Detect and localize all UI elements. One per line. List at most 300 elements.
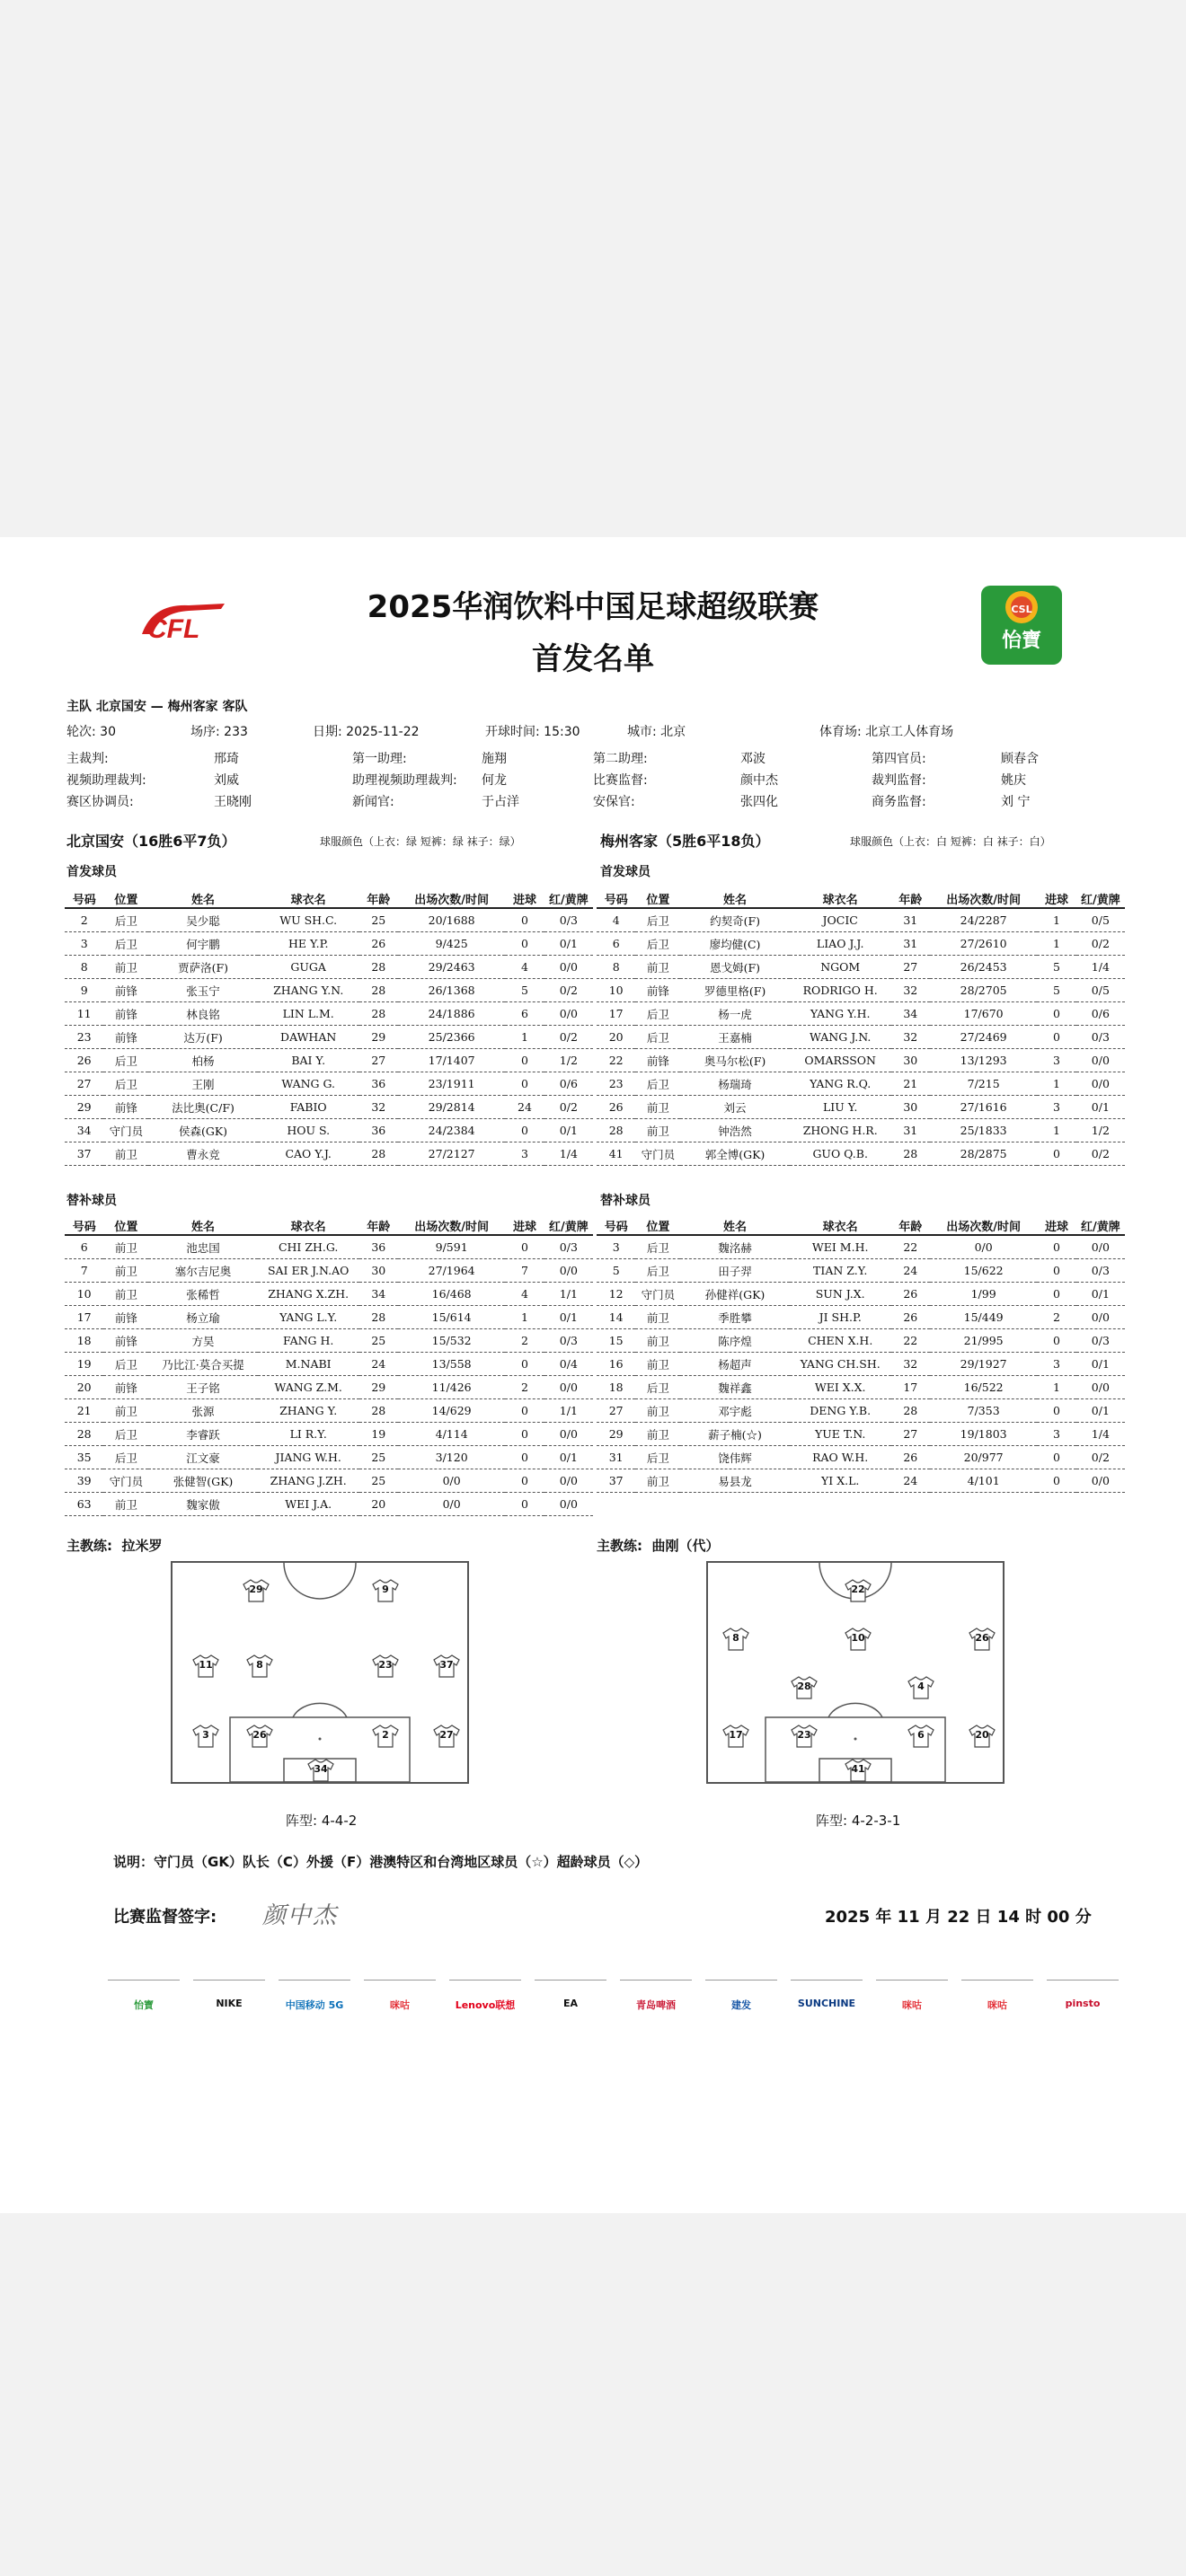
table-cell: 0/0 bbox=[544, 1259, 593, 1283]
table-row bbox=[65, 1306, 593, 1329]
column-header: 进球 bbox=[1037, 1216, 1075, 1235]
table-cell: 0 bbox=[505, 1469, 544, 1493]
table-cell: 19 bbox=[65, 1353, 103, 1376]
table-cell: 0/2 bbox=[1076, 1142, 1125, 1166]
table-cell: 6 bbox=[597, 932, 635, 956]
official-name: 姚庆 bbox=[1001, 773, 1026, 788]
table-cell: 0/1 bbox=[1076, 1353, 1125, 1376]
table-row bbox=[65, 1469, 593, 1493]
table-cell: 张健智(GK) bbox=[148, 1469, 258, 1493]
table-cell: 0/0 bbox=[1076, 1049, 1125, 1072]
column-header: 球衣名 bbox=[258, 1216, 359, 1235]
table-cell: YUE T.N. bbox=[790, 1423, 891, 1446]
table-row bbox=[597, 1049, 1125, 1072]
table-cell: 23 bbox=[597, 1072, 635, 1096]
table-cell: 0/2 bbox=[544, 1096, 593, 1119]
table-cell: 15/614 bbox=[398, 1306, 505, 1329]
table-cell: 15/532 bbox=[398, 1329, 505, 1353]
table-cell: 前卫 bbox=[635, 1119, 680, 1142]
table-cell: 2 bbox=[65, 908, 103, 932]
column-header: 进球 bbox=[1037, 889, 1075, 908]
table-cell: 0/0 bbox=[1076, 1469, 1125, 1493]
column-header: 号码 bbox=[65, 889, 103, 908]
sponsor-name: EA bbox=[562, 1998, 579, 2009]
table-row bbox=[65, 1072, 593, 1096]
table-cell: 0/0 bbox=[1076, 1235, 1125, 1259]
sponsor-name: 建发 bbox=[731, 1999, 751, 2011]
sponsor-name: SUNCHINE bbox=[797, 1998, 856, 2009]
official-name: 邓波 bbox=[740, 752, 766, 766]
table-cell: 王刚 bbox=[148, 1072, 258, 1096]
table-cell: 31 bbox=[891, 908, 930, 932]
official-name: 刘威 bbox=[214, 773, 239, 788]
table-cell: 塞尔吉尼奥 bbox=[148, 1259, 258, 1283]
table-cell: YANG CH.SH. bbox=[790, 1353, 891, 1376]
supervisor-signature: 颜中杰 bbox=[262, 1902, 339, 1929]
table-cell: 25/1833 bbox=[930, 1119, 1037, 1142]
table-cell: 39 bbox=[65, 1469, 103, 1493]
table-cell: 前卫 bbox=[103, 1259, 148, 1283]
table-cell: 0 bbox=[505, 1493, 544, 1516]
table-cell: 1/2 bbox=[1076, 1119, 1125, 1142]
sponsor-strip bbox=[108, 1980, 1132, 2025]
table-cell: 2 bbox=[505, 1329, 544, 1353]
table-cell: 刘云 bbox=[680, 1096, 790, 1119]
player-shirt-icon bbox=[969, 1628, 996, 1651]
table-cell: 贾萨洛(F) bbox=[148, 956, 258, 979]
table-cell: 后卫 bbox=[103, 932, 148, 956]
table-cell: 4/101 bbox=[930, 1469, 1037, 1493]
table-row bbox=[65, 1446, 593, 1469]
table-row bbox=[65, 932, 593, 956]
table-row bbox=[65, 1353, 593, 1376]
table-cell: 17 bbox=[891, 1376, 930, 1399]
table-cell: 2 bbox=[505, 1376, 544, 1399]
table-cell: JOCIC bbox=[790, 908, 891, 932]
table-cell: 9/591 bbox=[398, 1235, 505, 1259]
player-shirt-number: 41 bbox=[851, 1763, 865, 1775]
player-shirt-number: 4 bbox=[917, 1681, 925, 1692]
table-row bbox=[65, 1235, 593, 1259]
table-cell: FANG H. bbox=[258, 1329, 359, 1353]
table-cell: 前卫 bbox=[635, 1306, 680, 1329]
table-cell: 0/2 bbox=[544, 979, 593, 1002]
table-cell: 26 bbox=[597, 1096, 635, 1119]
table-cell: 何宇鹏 bbox=[148, 932, 258, 956]
stadium-info: 体育场: 北京工人体育场 bbox=[819, 725, 954, 739]
table-cell: 24 bbox=[359, 1353, 398, 1376]
table-cell: 4/114 bbox=[398, 1423, 505, 1446]
table-cell: 后卫 bbox=[635, 932, 680, 956]
player-shirt-number: 6 bbox=[917, 1729, 925, 1741]
table-cell: 守门员 bbox=[635, 1142, 680, 1166]
sign-time: 2025 年 11 月 22 日 14 时 00 分 bbox=[825, 1908, 1092, 1927]
column-header: 红/黄牌 bbox=[544, 1216, 593, 1235]
official-label: 比赛监督: bbox=[593, 773, 648, 788]
table-cell: 方昊 bbox=[148, 1329, 258, 1353]
table-cell: 9 bbox=[65, 979, 103, 1002]
table-cell: 0/3 bbox=[544, 1329, 593, 1353]
table-cell: 后卫 bbox=[103, 908, 148, 932]
table-cell: CAO Y.J. bbox=[258, 1142, 359, 1166]
table-cell: 26/2453 bbox=[930, 956, 1037, 979]
table-cell: 池忠国 bbox=[148, 1235, 258, 1259]
table-cell: 后卫 bbox=[635, 1235, 680, 1259]
player-shirt-icon bbox=[192, 1725, 219, 1748]
official-label: 裁判监督: bbox=[872, 773, 926, 788]
table-row bbox=[597, 979, 1125, 1002]
table-cell: HE Y.P. bbox=[258, 932, 359, 956]
table-cell: 0 bbox=[1037, 1259, 1075, 1283]
sponsor-logo bbox=[1047, 1980, 1119, 2025]
table-cell: 10 bbox=[597, 979, 635, 1002]
table-cell: 1 bbox=[505, 1306, 544, 1329]
official-label: 视频助理裁判: bbox=[66, 773, 146, 788]
table-row bbox=[65, 1026, 593, 1049]
home-starters-table bbox=[65, 889, 593, 1166]
table-cell: 3 bbox=[1037, 1423, 1075, 1446]
table-cell: 16/468 bbox=[398, 1283, 505, 1306]
table-cell: 32 bbox=[891, 1026, 930, 1049]
table-cell: 24 bbox=[891, 1259, 930, 1283]
player-shirt-number: 17 bbox=[729, 1729, 743, 1741]
home-formation: 阵型: 4-4-2 bbox=[286, 1813, 358, 1829]
table-row bbox=[65, 1329, 593, 1353]
table-cell: 25/2366 bbox=[398, 1026, 505, 1049]
table-row bbox=[65, 1399, 593, 1423]
table-cell: 0 bbox=[505, 1049, 544, 1072]
table-cell: RAO W.H. bbox=[790, 1446, 891, 1469]
away-formation-pitch bbox=[706, 1561, 1005, 1784]
table-row bbox=[65, 956, 593, 979]
table-cell: 前锋 bbox=[103, 1329, 148, 1353]
table-cell: 30 bbox=[891, 1096, 930, 1119]
table-cell: 13/1293 bbox=[930, 1049, 1037, 1072]
table-cell: 1 bbox=[1037, 908, 1075, 932]
player-shirt-icon bbox=[722, 1628, 749, 1651]
player-shirt-icon bbox=[845, 1628, 872, 1651]
player-shirt-icon bbox=[372, 1725, 399, 1748]
column-header: 出场次数/时间 bbox=[398, 1216, 505, 1235]
table-cell: 20/977 bbox=[930, 1446, 1037, 1469]
table-cell: 后卫 bbox=[103, 1423, 148, 1446]
official-label: 商务监督: bbox=[872, 795, 926, 809]
table-cell: 前卫 bbox=[635, 1329, 680, 1353]
home-subs-table bbox=[65, 1216, 593, 1516]
player-shirt-icon bbox=[246, 1725, 273, 1748]
table-row bbox=[597, 1142, 1125, 1166]
date-info: 日期: 2025-11-22 bbox=[313, 725, 420, 739]
official-label: 新闻官: bbox=[352, 795, 394, 809]
table-cell: 26/1368 bbox=[398, 979, 505, 1002]
table-cell: 钟浩然 bbox=[680, 1119, 790, 1142]
table-cell: 后卫 bbox=[635, 908, 680, 932]
table-cell: 前卫 bbox=[103, 1493, 148, 1516]
table-row bbox=[597, 1306, 1125, 1329]
table-cell: 4 bbox=[597, 908, 635, 932]
table-cell: DAWHAN bbox=[258, 1026, 359, 1049]
table-cell: 0 bbox=[1037, 1235, 1075, 1259]
table-cell: 0/1 bbox=[544, 1306, 593, 1329]
table-row bbox=[65, 1376, 593, 1399]
table-cell: 28 bbox=[359, 1399, 398, 1423]
table-cell: NGOM bbox=[790, 956, 891, 979]
column-header: 球衣名 bbox=[790, 889, 891, 908]
table-cell: 奥马尔松(F) bbox=[680, 1049, 790, 1072]
player-shirt-icon bbox=[845, 1759, 872, 1782]
official-name: 于占洋 bbox=[482, 795, 519, 809]
table-cell: 27/1964 bbox=[398, 1259, 505, 1283]
table-cell: 杨立瑜 bbox=[148, 1306, 258, 1329]
home-formation-pitch bbox=[171, 1561, 469, 1784]
table-cell: 薪子楠(☆) bbox=[680, 1423, 790, 1446]
table-row bbox=[597, 1235, 1125, 1259]
csl-logo-small: CSL bbox=[1011, 604, 1032, 615]
table-cell: 0 bbox=[1037, 1002, 1075, 1026]
column-header: 年龄 bbox=[891, 1216, 930, 1235]
sponsor-logo bbox=[876, 1980, 948, 2025]
column-header: 号码 bbox=[597, 1216, 635, 1235]
table-cell: 0/0 bbox=[398, 1493, 505, 1516]
sponsor-name: 咪咕 bbox=[390, 1999, 410, 2011]
table-cell: 张玉宁 bbox=[148, 979, 258, 1002]
table-row bbox=[65, 979, 593, 1002]
table-cell: 0/0 bbox=[1076, 1072, 1125, 1096]
table-row bbox=[597, 1446, 1125, 1469]
table-cell: 32 bbox=[891, 1353, 930, 1376]
table-cell: 0/5 bbox=[1076, 908, 1125, 932]
column-header: 出场次数/时间 bbox=[930, 889, 1037, 908]
table-cell: LI R.Y. bbox=[258, 1423, 359, 1446]
table-cell: 0/1 bbox=[544, 1119, 593, 1142]
table-cell: 魏洺赫 bbox=[680, 1235, 790, 1259]
table-cell: 江文豪 bbox=[148, 1446, 258, 1469]
away-team-name: 梅州客家（5胜6平18负） bbox=[600, 833, 770, 850]
home-starters-label: 首发球员 bbox=[66, 865, 117, 879]
table-cell: 20 bbox=[359, 1493, 398, 1516]
player-shirt-number: 8 bbox=[256, 1659, 263, 1671]
table-cell: 9/425 bbox=[398, 932, 505, 956]
table-cell: 5 bbox=[597, 1259, 635, 1283]
column-header: 年龄 bbox=[359, 1216, 398, 1235]
table-cell: ZHANG J.ZH. bbox=[258, 1469, 359, 1493]
city-info: 城市: 北京 bbox=[627, 725, 686, 739]
table-row bbox=[597, 1026, 1125, 1049]
column-header: 红/黄牌 bbox=[1076, 889, 1125, 908]
table-cell: 0 bbox=[505, 1235, 544, 1259]
column-header: 年龄 bbox=[891, 889, 930, 908]
table-cell: 0/0 bbox=[1076, 1376, 1125, 1399]
table-cell: 乃比江·莫合买提 bbox=[148, 1353, 258, 1376]
table-row bbox=[597, 1423, 1125, 1446]
table-cell: YANG R.Q. bbox=[790, 1072, 891, 1096]
table-cell: 23 bbox=[65, 1026, 103, 1049]
table-cell: 前卫 bbox=[635, 1399, 680, 1423]
table-cell: 24 bbox=[505, 1096, 544, 1119]
supervisor-signature-label: 比赛监督签字: bbox=[113, 1908, 217, 1927]
table-cell: 0/0 bbox=[544, 1493, 593, 1516]
table-cell: LIN L.M. bbox=[258, 1002, 359, 1026]
table-cell: 18 bbox=[597, 1376, 635, 1399]
table-cell: 季胜攀 bbox=[680, 1306, 790, 1329]
sponsor-logo bbox=[535, 1980, 606, 2025]
table-cell: 郭全博(GK) bbox=[680, 1142, 790, 1166]
table-cell: 守门员 bbox=[103, 1469, 148, 1493]
column-header: 红/黄牌 bbox=[544, 889, 593, 908]
table-cell: 11 bbox=[65, 1002, 103, 1026]
table-cell: 前锋 bbox=[103, 1376, 148, 1399]
table-cell: 0/3 bbox=[1076, 1329, 1125, 1353]
table-row bbox=[597, 908, 1125, 932]
official-label: 第四官员: bbox=[872, 752, 926, 766]
table-cell: 29/1927 bbox=[930, 1353, 1037, 1376]
player-shirt-number: 34 bbox=[314, 1763, 328, 1775]
table-cell: ZHANG Y. bbox=[258, 1399, 359, 1423]
table-cell: 26 bbox=[891, 1283, 930, 1306]
table-cell: 0 bbox=[1037, 1329, 1075, 1353]
column-header: 姓名 bbox=[148, 889, 258, 908]
table-cell: 后卫 bbox=[635, 1072, 680, 1096]
table-cell: 0 bbox=[505, 1353, 544, 1376]
table-cell: 王嘉楠 bbox=[680, 1026, 790, 1049]
column-header: 位置 bbox=[635, 1216, 680, 1235]
official-name: 刘 宁 bbox=[1001, 795, 1031, 809]
table-cell: 20 bbox=[597, 1026, 635, 1049]
official-label: 赛区协调员: bbox=[66, 795, 134, 809]
player-shirt-number: 28 bbox=[797, 1681, 811, 1692]
table-cell: 饶伟辉 bbox=[680, 1446, 790, 1469]
table-cell: 22 bbox=[597, 1049, 635, 1072]
table-cell: WANG Z.M. bbox=[258, 1376, 359, 1399]
table-cell: 34 bbox=[359, 1283, 398, 1306]
table-cell: M.NABI bbox=[258, 1353, 359, 1376]
table-cell: BAI Y. bbox=[258, 1049, 359, 1072]
table-cell: 27/1616 bbox=[930, 1096, 1037, 1119]
table-cell: 10 bbox=[65, 1283, 103, 1306]
table-cell: TIAN Z.Y. bbox=[790, 1259, 891, 1283]
table-row bbox=[65, 908, 593, 932]
table-cell: 前卫 bbox=[103, 1399, 148, 1423]
table-cell: 4 bbox=[505, 1283, 544, 1306]
table-cell: 0 bbox=[505, 908, 544, 932]
table-cell: WANG J.N. bbox=[790, 1026, 891, 1049]
table-cell: 前锋 bbox=[635, 1049, 680, 1072]
column-header: 出场次数/时间 bbox=[398, 889, 505, 908]
table-cell: CHEN X.H. bbox=[790, 1329, 891, 1353]
table-cell: 0/0 bbox=[544, 1002, 593, 1026]
table-cell: YANG L.Y. bbox=[258, 1306, 359, 1329]
table-cell: 0/0 bbox=[544, 956, 593, 979]
away-subs-label: 替补球员 bbox=[600, 1194, 651, 1208]
table-cell: 25 bbox=[359, 908, 398, 932]
table-cell: 0/1 bbox=[1076, 1096, 1125, 1119]
sponsor-logo bbox=[108, 1980, 180, 2025]
table-cell: 前卫 bbox=[635, 1096, 680, 1119]
table-cell: WEI M.H. bbox=[790, 1235, 891, 1259]
player-shirt-icon bbox=[907, 1725, 934, 1748]
table-cell: 1/4 bbox=[544, 1142, 593, 1166]
column-header: 进球 bbox=[505, 1216, 544, 1235]
table-cell: 25 bbox=[359, 1329, 398, 1353]
table-cell: 0/0 bbox=[544, 1423, 593, 1446]
table-cell: 0/1 bbox=[544, 932, 593, 956]
table-cell: 陈序煌 bbox=[680, 1329, 790, 1353]
table-cell: 25 bbox=[359, 1469, 398, 1493]
sponsor-logo bbox=[620, 1980, 692, 2025]
table-row bbox=[597, 1259, 1125, 1283]
table-cell: 37 bbox=[597, 1469, 635, 1493]
table-cell: 26 bbox=[359, 932, 398, 956]
table-cell: 14/629 bbox=[398, 1399, 505, 1423]
teams-line: 主队 北京国安 — 梅州客家 客队 bbox=[66, 700, 248, 714]
table-cell: 27/2610 bbox=[930, 932, 1037, 956]
column-header: 年龄 bbox=[359, 889, 398, 908]
table-cell: 28 bbox=[359, 1002, 398, 1026]
table-cell: 6 bbox=[505, 1002, 544, 1026]
table-cell: 34 bbox=[65, 1119, 103, 1142]
table-cell: 王子铭 bbox=[148, 1376, 258, 1399]
table-cell: 32 bbox=[359, 1096, 398, 1119]
table-cell: 35 bbox=[65, 1446, 103, 1469]
table-cell: 15 bbox=[597, 1329, 635, 1353]
column-header: 进球 bbox=[505, 889, 544, 908]
table-cell: 21 bbox=[65, 1399, 103, 1423]
table-cell: 前卫 bbox=[635, 956, 680, 979]
table-cell: 1/1 bbox=[544, 1283, 593, 1306]
table-cell: 柏杨 bbox=[148, 1049, 258, 1072]
table-cell: JI SH.P. bbox=[790, 1306, 891, 1329]
table-cell: 前卫 bbox=[635, 1353, 680, 1376]
table-cell: 36 bbox=[359, 1072, 398, 1096]
table-cell: 魏家傲 bbox=[148, 1493, 258, 1516]
table-cell: WEI J.A. bbox=[258, 1493, 359, 1516]
table-cell: RODRIGO H. bbox=[790, 979, 891, 1002]
table-cell: 14 bbox=[597, 1306, 635, 1329]
table-cell: 0/0 bbox=[1076, 1306, 1125, 1329]
table-cell: 5 bbox=[1037, 956, 1075, 979]
table-cell: 3/120 bbox=[398, 1446, 505, 1469]
table-cell: 7/353 bbox=[930, 1399, 1037, 1423]
table-cell: 31 bbox=[597, 1446, 635, 1469]
table-cell: 0/5 bbox=[1076, 979, 1125, 1002]
table-cell: 易县龙 bbox=[680, 1469, 790, 1493]
table-cell: 17 bbox=[65, 1306, 103, 1329]
table-cell: 孙健祥(GK) bbox=[680, 1283, 790, 1306]
table-cell: 63 bbox=[65, 1493, 103, 1516]
table-cell: 廖均健(C) bbox=[680, 932, 790, 956]
table-row bbox=[65, 1096, 593, 1119]
player-shirt-icon bbox=[433, 1725, 460, 1748]
table-cell: 前卫 bbox=[103, 956, 148, 979]
table-cell: 邓宇彪 bbox=[680, 1399, 790, 1423]
table-cell: 前卫 bbox=[635, 1423, 680, 1446]
page-subtitle: 首发名单 bbox=[532, 641, 654, 677]
table-cell: 20/1688 bbox=[398, 908, 505, 932]
table-cell: WEI X.X. bbox=[790, 1376, 891, 1399]
table-cell: 1/4 bbox=[1076, 1423, 1125, 1446]
player-shirt-icon bbox=[845, 1579, 872, 1602]
table-cell: 27/2469 bbox=[930, 1026, 1037, 1049]
table-cell: 30 bbox=[891, 1049, 930, 1072]
player-shirt-number: 3 bbox=[202, 1729, 209, 1741]
table-row bbox=[597, 1096, 1125, 1119]
table-cell: LIU Y. bbox=[790, 1096, 891, 1119]
table-cell: 0/1 bbox=[544, 1446, 593, 1469]
table-cell: 0 bbox=[505, 1072, 544, 1096]
table-cell: YI X.L. bbox=[790, 1469, 891, 1493]
table-cell: 0/6 bbox=[1076, 1002, 1125, 1026]
away-starters-table bbox=[597, 889, 1125, 1166]
